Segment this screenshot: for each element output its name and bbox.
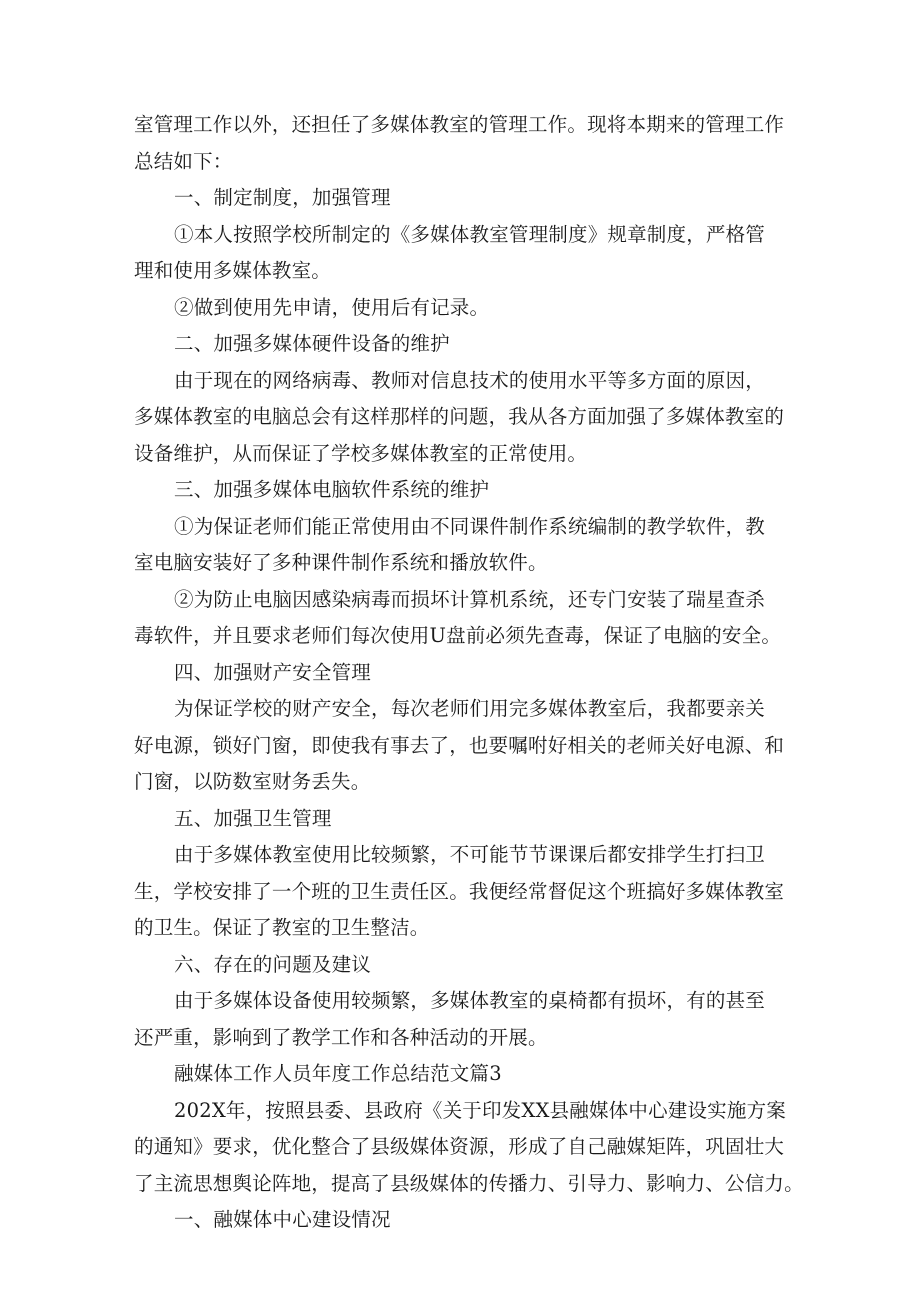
text-line: 总结如下： <box>134 149 233 173</box>
section-heading: 一、制定制度，加强管理 <box>174 186 391 209</box>
text-line: ②做到使用先申请，使用后有记录。 <box>174 295 490 319</box>
text-line: ①为保证老师们能正常使用由不同课件制作系统编制的教学软件，教 <box>174 514 766 538</box>
text-line: 为保证学校的财产安全，每次老师们用完多媒体教室后，我都要亲关 <box>174 697 766 720</box>
section-heading: 一、融媒体中心建设情况 <box>174 1208 391 1231</box>
text-line: ②为防止电脑因感染病毒而损坏计算机系统，还专门安装了瑞星查杀 <box>174 587 766 611</box>
text-line: 理和使用多媒体教室。 <box>134 259 332 282</box>
section-heading: 四、加强财产安全管理 <box>174 660 372 684</box>
text-line: 门窗，以防数室财务丢失。 <box>134 770 371 793</box>
text-line: 室管理工作以外，还担任了多媒体教室的管理工作。现将本期来的管理工作 <box>134 113 785 136</box>
section-heading: 三、加强多媒体电脑软件系统的维护 <box>174 478 490 501</box>
text-line: 的通知》要求，优化整合了县级媒体资源，形成了自己融媒矩阵，巩固壮大 <box>134 1135 785 1158</box>
text-line: 了主流思想舆论阵地，提高了县级媒体的传播力、引导力、影响力、公信力。 <box>134 1171 804 1195</box>
text-line: 的卫生。保证了教室的卫生整洁。 <box>134 916 430 939</box>
section-heading: 六、存在的问题及建议 <box>174 952 372 976</box>
text-line: 还严重，影响到了教学工作和各种活动的开展。 <box>134 1025 548 1049</box>
text-line: 由于多媒体教室使用比较频繁，不可能节节课课后都安排学生打扫卫 <box>174 843 766 866</box>
text-line: ①本人按照学校所制定的《多媒体教室管理制度》规章制度，严格管 <box>174 222 766 246</box>
text-line: 多媒体教室的电脑总会有这样那样的问题，我从各方面加强了多媒体教室的 <box>134 405 785 428</box>
text-line: 202X年，按照县委、县政府《关于印发XX县融媒体中心建设实施方案 <box>174 1098 786 1122</box>
text-line: 生，学校安排了一个班的卫生责任区。我便经常督促这个班搞好多媒体教室 <box>134 879 785 903</box>
text-line: 由于多媒体设备使用较频繁，多媒体教室的桌椅都有损坏，有的甚至 <box>174 989 766 1012</box>
section-heading: 五、加强卫生管理 <box>174 806 332 830</box>
text-line: 好电源，锁好门窗，即使我有事去了，也要嘱咐好相关的老师关好电源、和 <box>134 733 785 757</box>
text-line: 由于现在的网络病毒、教师对信息技术的使用水平等多方面的原因， <box>174 368 766 392</box>
text-line: 毒软件，并且要求老师们每次使用U盘前必须先查毒，保证了电脑的安全。 <box>134 624 782 647</box>
section-heading: 二、加强多媒体硬件设备的维护 <box>174 332 450 355</box>
document-body <box>134 107 804 1239</box>
text-line: 室电脑安装好了多种课件制作系统和播放软件。 <box>134 551 548 574</box>
article-title: 融媒体工作人员年度工作总结范文篇3 <box>174 1062 502 1085</box>
text-line: 设备维护，从而保证了学校多媒体教室的正常使用。 <box>134 441 588 465</box>
